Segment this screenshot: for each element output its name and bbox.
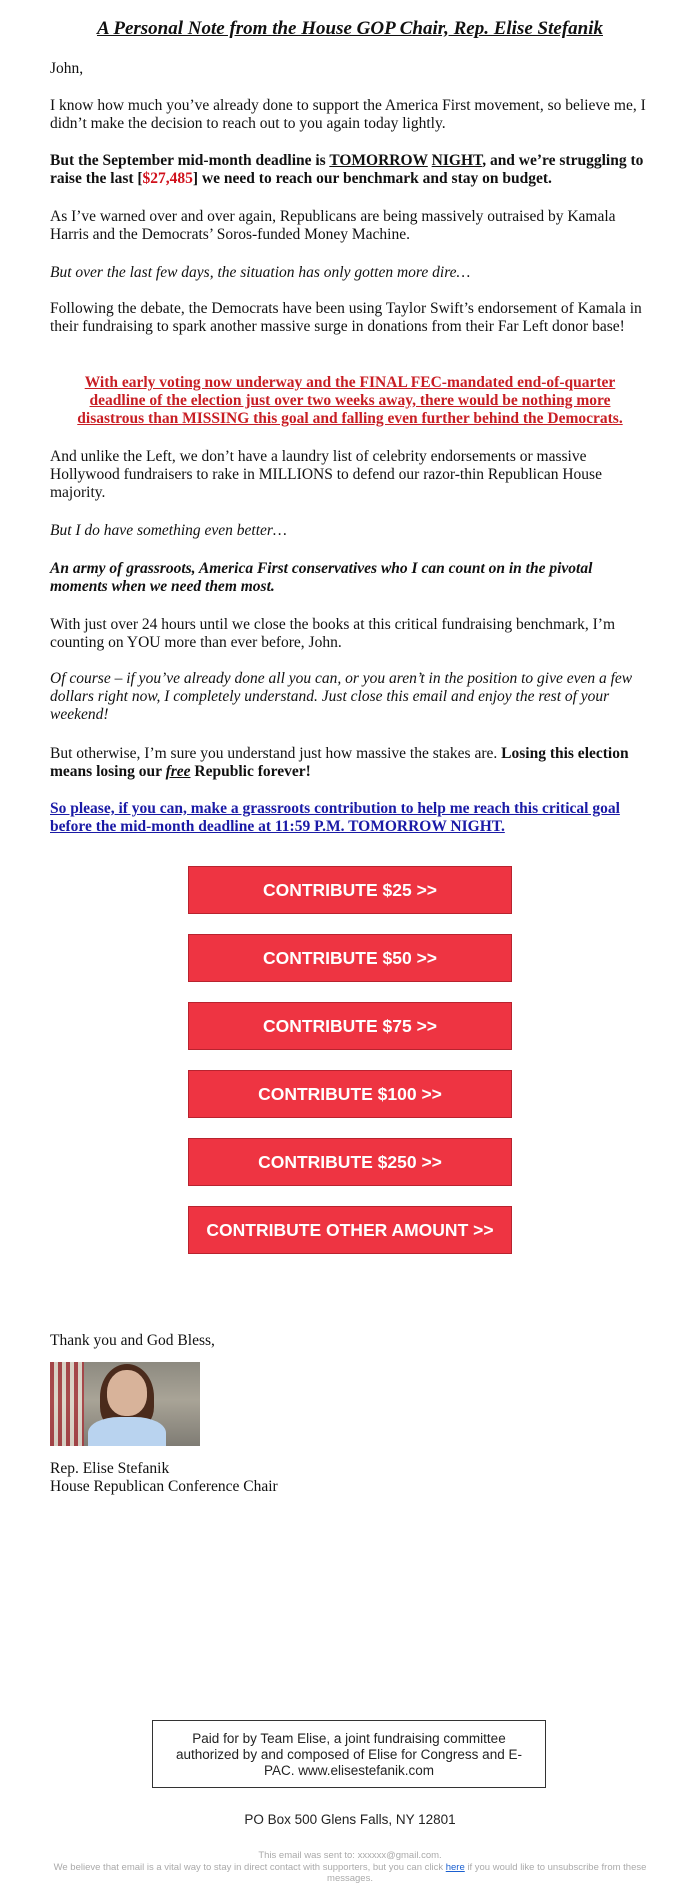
deadline-text-2: , and we’re struggling to raise the last [ <box>50 152 644 187</box>
free-word: free <box>165 763 191 780</box>
paid-for-disclaimer: Paid for by Team Elise, a joint fundraising committee authorized by and composed of Elise for Congress and E-PAC. www.elisestefanik.com <box>152 1720 546 1788</box>
paragraph-8: But I do have something even better… <box>50 522 287 539</box>
urgent-notice: With early voting now underway and the FINAL FEC-mandated end-of-quarter deadline of the election just over two weeks away, there would be nothing more disastrous than MISSING this goal and falling even further behind the Democrats. <box>77 374 623 427</box>
contribute-250-button[interactable]: CONTRIBUTE $250 >> <box>188 1138 512 1186</box>
shirt-shape <box>88 1417 166 1446</box>
contribution-link[interactable]: So please, if you can, make a grassroots contribution to help me reach this critical goal before the mid-month deadline at 11:59 P.M. TOMORROW NIGHT. <box>50 800 620 835</box>
unsubscribe-text: We believe that email is a vital way to stay in direct contact with supporters, but you can click <box>53 1862 446 1873</box>
signer-name: Rep. Elise Stefanik <box>50 1460 170 1477</box>
stakes-bold: Losing this election means losing our <box>50 745 629 780</box>
deadline-text-3: ] we need to reach our benchmark and stay on budget. <box>192 170 552 187</box>
unsubscribe-text-2: if you would like to unsubscribe from these messages. <box>327 1862 647 1884</box>
paragraph-7: And unlike the Left, we don’t have a laundry list of celebrity endorsements or massive Hollywood fundraisers to rake in MILLIONS to defend our razor-thin Republican House majority. <box>50 448 602 501</box>
paragraph-deadline <box>50 152 650 188</box>
paragraph-9: An army of grassroots, America First conservatives who I can count on in the pivotal moments when we need them most. <box>50 560 593 595</box>
email-title: A Personal Note from the House GOP Chair, Rep. Elise Stefanik <box>96 18 603 39</box>
amount-needed: $27,485 <box>142 170 193 187</box>
portrait-photo <box>50 1362 200 1446</box>
contribute-50-button[interactable]: CONTRIBUTE $50 >> <box>188 934 512 982</box>
paragraph-1: I know how much you’ve already done to support the America First movement, so believe me, I didn’t make the decision to reach out to you again today lightly. <box>50 97 646 132</box>
sent-to-notice: This email was sent to: xxxxxx@gmail.com. <box>258 1850 442 1861</box>
mailing-address: PO Box 500 Glens Falls, NY 12801 <box>244 1812 456 1827</box>
signature-block <box>50 1460 278 1496</box>
contribute-other-amount-button[interactable]: CONTRIBUTE OTHER AMOUNT >> <box>188 1206 512 1254</box>
contribute-75-button[interactable]: CONTRIBUTE $75 >> <box>188 1002 512 1050</box>
greeting: John, <box>50 60 84 77</box>
contribution-link-paragraph <box>50 800 650 836</box>
stakes-bold-2: Republic forever! <box>190 763 311 780</box>
signoff-thanks: Thank you and God Bless, <box>50 1332 215 1349</box>
flag-decoration <box>50 1362 84 1446</box>
face-shape <box>107 1370 147 1416</box>
unsubscribe-notice <box>40 1862 660 1884</box>
deadline-text: But the September mid-month deadline is <box>50 152 330 169</box>
contribute-100-button[interactable]: CONTRIBUTE $100 >> <box>188 1070 512 1118</box>
signer-role: House Republican Conference Chair <box>50 1478 278 1495</box>
paragraph-10: With just over 24 hours until we close the books at this critical fundraising benchmark, I’m counting on YOU more than ever before, John. <box>50 616 616 651</box>
contribute-25-button[interactable]: CONTRIBUTE $25 >> <box>188 866 512 914</box>
paragraph-3: As I’ve warned over and over again, Republicans are being massively outraised by Kamala Harris and the Democrats’ Soros-funded Money Machine. <box>50 208 616 243</box>
paragraph-5: Following the debate, the Democrats have been using Taylor Swift’s endorsement of Kamala in their fundraising to spark another massive surge in donations from their Far Left donor base! <box>50 300 642 335</box>
tomorrow-word: TOMORROW <box>329 152 428 169</box>
paragraph-4: But over the last few days, the situation has only gotten more dire… <box>50 264 471 281</box>
stakes-text: But otherwise, I’m sure you understand just how massive the stakes are. <box>50 745 502 762</box>
paragraph-12 <box>50 745 650 781</box>
paragraph-11: Of course – if you’ve already done all you can, or you aren’t in the position to give even a few dollars right now, I completely understand. Just close this email and enjoy the rest of your weekend! <box>50 670 633 723</box>
unsubscribe-link[interactable]: here <box>445 1862 465 1873</box>
night-word: NIGHT <box>431 152 483 169</box>
